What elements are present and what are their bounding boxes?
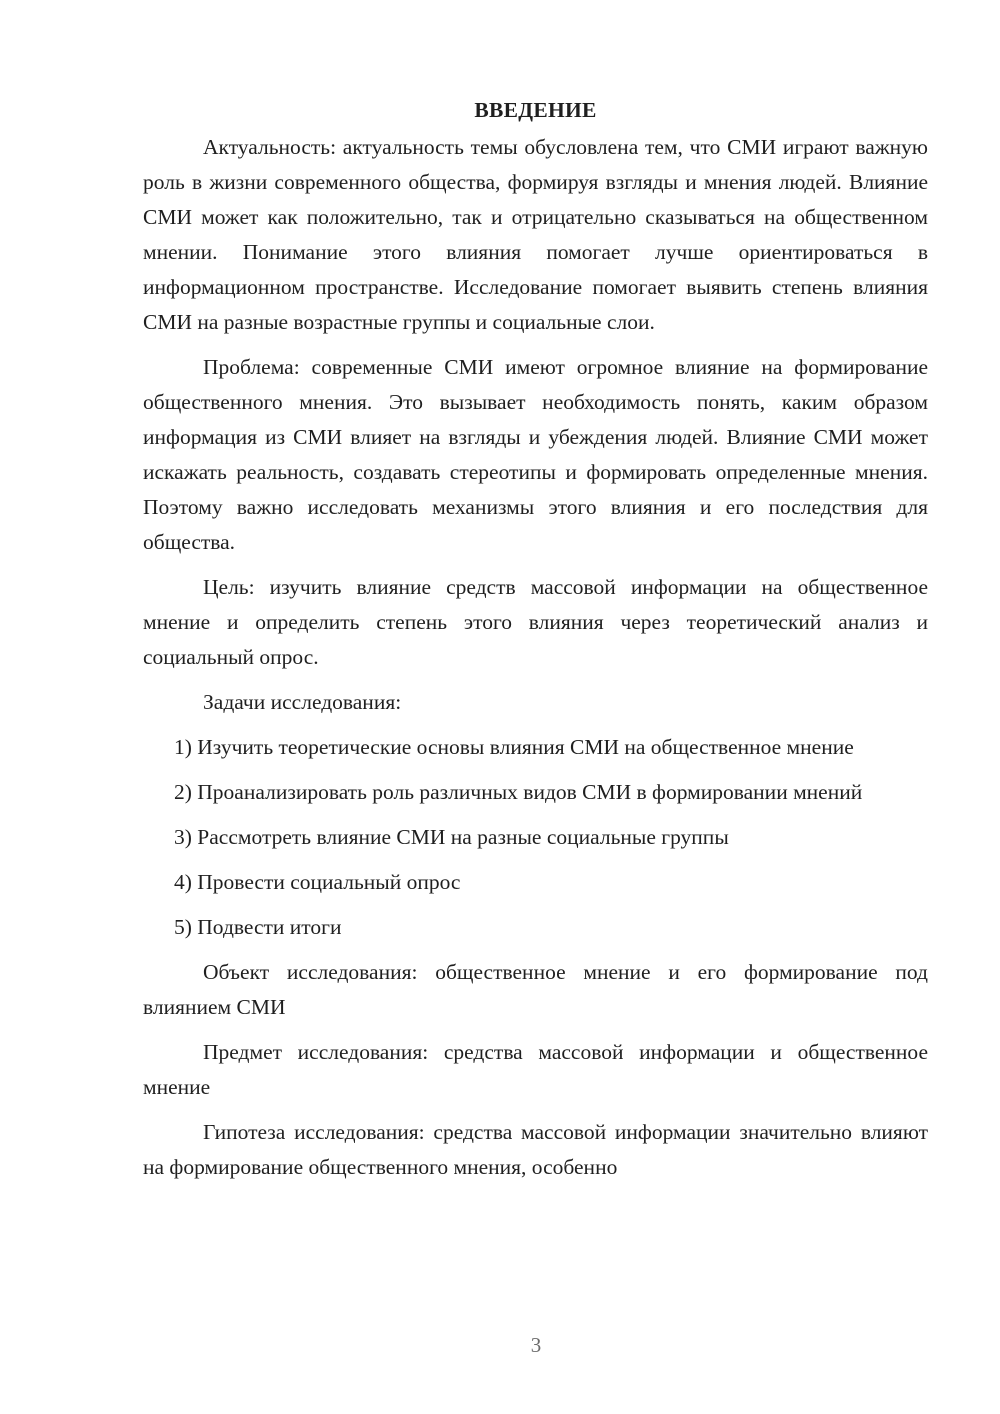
page-number: 3 bbox=[530, 1333, 542, 1357]
task-item: 1) Изучить теоретические основы влияния СМИ на общественное мнение bbox=[174, 735, 854, 759]
task-item: 4) Провести социальный опрос bbox=[174, 870, 461, 894]
page-content bbox=[143, 95, 928, 1185]
relevance-paragraph: Актуальность: актуальность темы обусловлена тем, что СМИ играют важную роль в жизни современного общества, формируя взгляды и мнения людей. Влияние СМИ может как положительно, так и отрицательно сказываться на общественном мнении. Понимание этого влияния помогает лучше ориентироваться в информационном пространстве. Исследование помогает выявить степень влияния СМИ на разные возрастные группы и социальные слои. bbox=[143, 135, 928, 334]
task-item: 5) Подвести итоги bbox=[174, 915, 342, 939]
task-item: 3) Рассмотреть влияние СМИ на разные социальные группы bbox=[174, 825, 729, 849]
task-list bbox=[143, 730, 928, 945]
subject-paragraph: Предмет исследования: средства массовой информации и общественное мнение bbox=[143, 1040, 928, 1099]
goal-paragraph: Цель: изучить влияние средств массовой информации на общественное мнение и определить степень этого влияния через теоретический анализ и социальный опрос. bbox=[143, 575, 928, 669]
task-item: 2) Проанализировать роль различных видов СМИ в формировании мнений bbox=[174, 780, 863, 804]
section-heading: ВВЕДЕНИЕ bbox=[474, 98, 597, 122]
hypothesis-paragraph: Гипотеза исследования: средства массовой информации значительно влияют на формирование общественного мнения, особенно bbox=[143, 1120, 928, 1179]
tasks-heading: Задачи исследования: bbox=[203, 690, 402, 714]
object-paragraph: Объект исследования: общественное мнение и его формирование под влиянием СМИ bbox=[143, 960, 928, 1019]
problem-paragraph: Проблема: современные СМИ имеют огромное влияние на формирование общественного мнения. Это вызывает необходимость понять, каким образом информация из СМИ влияет на взгляды и убеждения людей. Влияние СМИ может искажать реальность, создавать стереотипы и формировать определенные мнения. Поэтому важно исследовать механизмы этого влияния и его последствия для общества. bbox=[143, 355, 928, 554]
